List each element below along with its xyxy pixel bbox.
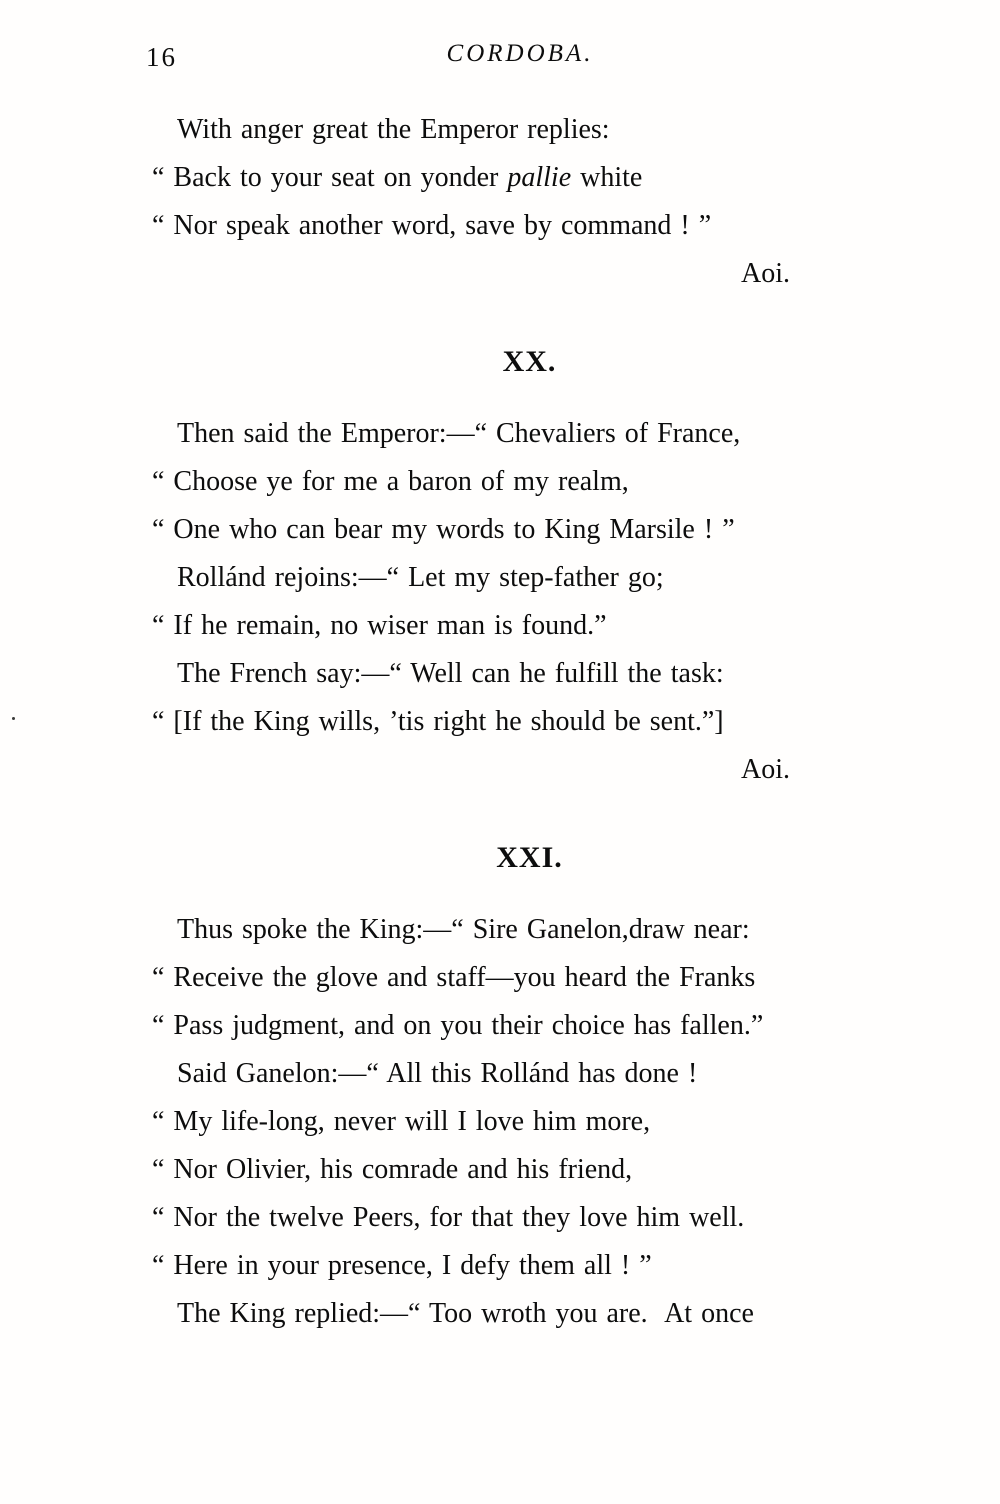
verse-line: “ Nor the twelve Peers, for that they love him well. bbox=[152, 1202, 745, 1233]
stanza-heading-xx: XX. bbox=[502, 345, 557, 378]
verse-line: Then said the Emperor:—“ Chevaliers of France, bbox=[177, 418, 741, 449]
verse-line: The French say:—“ Well can he fulfill the task: bbox=[177, 658, 724, 689]
verse-line: “ [If the King wills, ’tis right he should be sent.”] bbox=[152, 706, 724, 737]
verse-line: The King replied:—“ Too wroth you are. At once bbox=[177, 1298, 754, 1329]
verse-line: “ If he remain, no wiser man is found.” bbox=[152, 610, 607, 641]
stanza-heading-xxi: XXI. bbox=[496, 841, 563, 874]
running-title-wrap bbox=[40, 40, 1000, 68]
verse-line bbox=[152, 154, 907, 202]
verse-line: “ Nor Olivier, his comrade and his friend, bbox=[152, 1154, 633, 1185]
verse-line-italic-word: pallie bbox=[507, 162, 572, 193]
refrain-aoi: Aoi. bbox=[741, 754, 790, 785]
verse-line: With anger great the Emperor replies: bbox=[177, 114, 610, 145]
verse-line: “ Nor speak another word, save by command ! ” bbox=[152, 210, 712, 241]
verse-line: “ Here in your presence, I defy them all ! ” bbox=[152, 1250, 652, 1281]
verse-line-part: white bbox=[571, 162, 643, 193]
stanza-20 bbox=[152, 410, 907, 794]
scan-speck bbox=[12, 717, 15, 720]
verse-line: Thus spoke the King:—“ Sire Ganelon,draw near: bbox=[177, 914, 750, 945]
stanza-21 bbox=[152, 906, 907, 1338]
verse-line-part: “ Back to your seat on yonder bbox=[152, 162, 508, 193]
verse-line: “ Choose ye for me a baron of my realm, bbox=[152, 466, 629, 497]
verse-line: Rollánd rejoins:—“ Let my step-father go; bbox=[177, 562, 664, 593]
verse-line: “ My life-long, never will I love him more, bbox=[152, 1106, 651, 1137]
page-header bbox=[0, 40, 1000, 80]
verse-line: “ One who can bear my words to King Marsile ! ” bbox=[152, 514, 735, 545]
stanza-19 bbox=[152, 106, 907, 298]
verse-line: “ Receive the glove and staff—you heard the Franks bbox=[152, 962, 756, 993]
poem-text bbox=[152, 106, 907, 1338]
refrain-aoi: Aoi. bbox=[741, 258, 790, 289]
running-title: CORDOBA. bbox=[446, 40, 594, 67]
page-number: 16 bbox=[146, 42, 177, 72]
verse-line: “ Pass judgment, and on you their choice has fallen.” bbox=[152, 1010, 764, 1041]
verse-line: Said Ganelon:—“ All this Rollánd has done ! bbox=[177, 1058, 698, 1089]
